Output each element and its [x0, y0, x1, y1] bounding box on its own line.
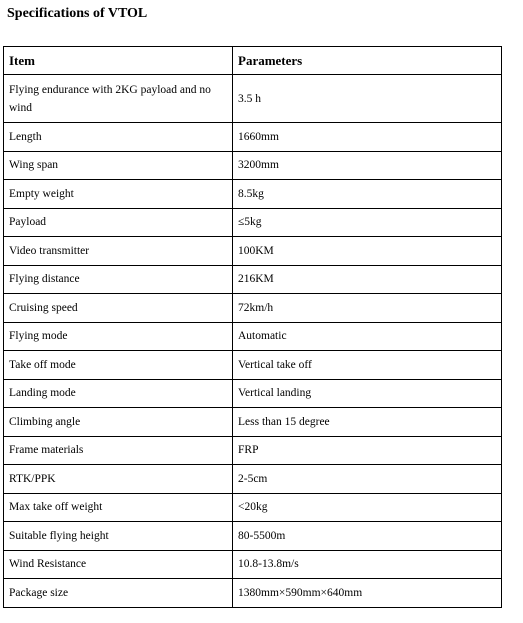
- item-cell: Wind Resistance: [4, 550, 233, 579]
- column-header-parameters: Parameters: [233, 47, 502, 75]
- table-row: [4, 579, 502, 608]
- table-row: [4, 322, 502, 351]
- table-row: [4, 408, 502, 437]
- item-cell: Frame materials: [4, 436, 233, 465]
- table-row: [4, 550, 502, 579]
- table-header-row: [4, 47, 502, 75]
- parameter-cell: 1380mm×590mm×640mm: [233, 579, 502, 608]
- parameter-cell: FRP: [233, 436, 502, 465]
- table-row: [4, 493, 502, 522]
- page-title: Specifications of VTOL: [7, 6, 148, 21]
- table-row: [4, 75, 502, 123]
- item-cell: Take off mode: [4, 351, 233, 380]
- item-cell: Climbing angle: [4, 408, 233, 437]
- item-cell: Landing mode: [4, 379, 233, 408]
- parameter-cell: Less than 15 degree: [233, 408, 502, 437]
- item-cell: Flying mode: [4, 322, 233, 351]
- parameter-cell: <20kg: [233, 493, 502, 522]
- item-cell: Cruising speed: [4, 294, 233, 323]
- item-cell: Length: [4, 123, 233, 152]
- table-row: [4, 151, 502, 180]
- parameter-cell: Vertical landing: [233, 379, 502, 408]
- table-row: [4, 123, 502, 152]
- table-row: [4, 522, 502, 551]
- table-row: [4, 265, 502, 294]
- parameter-cell: 2-5cm: [233, 465, 502, 494]
- parameter-cell: 80-5500m: [233, 522, 502, 551]
- parameter-cell: ≤5kg: [233, 208, 502, 237]
- parameter-cell: 72km/h: [233, 294, 502, 323]
- item-cell: Flying endurance with 2KG payload and no wind: [4, 75, 233, 123]
- table-row: [4, 379, 502, 408]
- parameter-cell: 3.5 h: [233, 75, 502, 123]
- item-cell: Max take off weight: [4, 493, 233, 522]
- item-cell: RTK/PPK: [4, 465, 233, 494]
- table-row: [4, 294, 502, 323]
- column-header-item: Item: [4, 47, 233, 75]
- parameter-cell: 216KM: [233, 265, 502, 294]
- item-cell: Package size: [4, 579, 233, 608]
- parameter-cell: Vertical take off: [233, 351, 502, 380]
- parameter-cell: 8.5kg: [233, 180, 502, 209]
- table-row: [4, 351, 502, 380]
- item-cell: Video transmitter: [4, 237, 233, 266]
- item-cell: Payload: [4, 208, 233, 237]
- table-row: [4, 436, 502, 465]
- parameter-cell: 3200mm: [233, 151, 502, 180]
- parameter-cell: 1660mm: [233, 123, 502, 152]
- table-row: [4, 465, 502, 494]
- specifications-table: [3, 46, 502, 608]
- item-cell: Flying distance: [4, 265, 233, 294]
- table-row: [4, 237, 502, 266]
- item-cell: Empty weight: [4, 180, 233, 209]
- item-cell: Wing span: [4, 151, 233, 180]
- parameter-cell: Automatic: [233, 322, 502, 351]
- table-row: [4, 208, 502, 237]
- parameter-cell: 100KM: [233, 237, 502, 266]
- table-row: [4, 180, 502, 209]
- parameter-cell: 10.8-13.8m/s: [233, 550, 502, 579]
- item-cell: Suitable flying height: [4, 522, 233, 551]
